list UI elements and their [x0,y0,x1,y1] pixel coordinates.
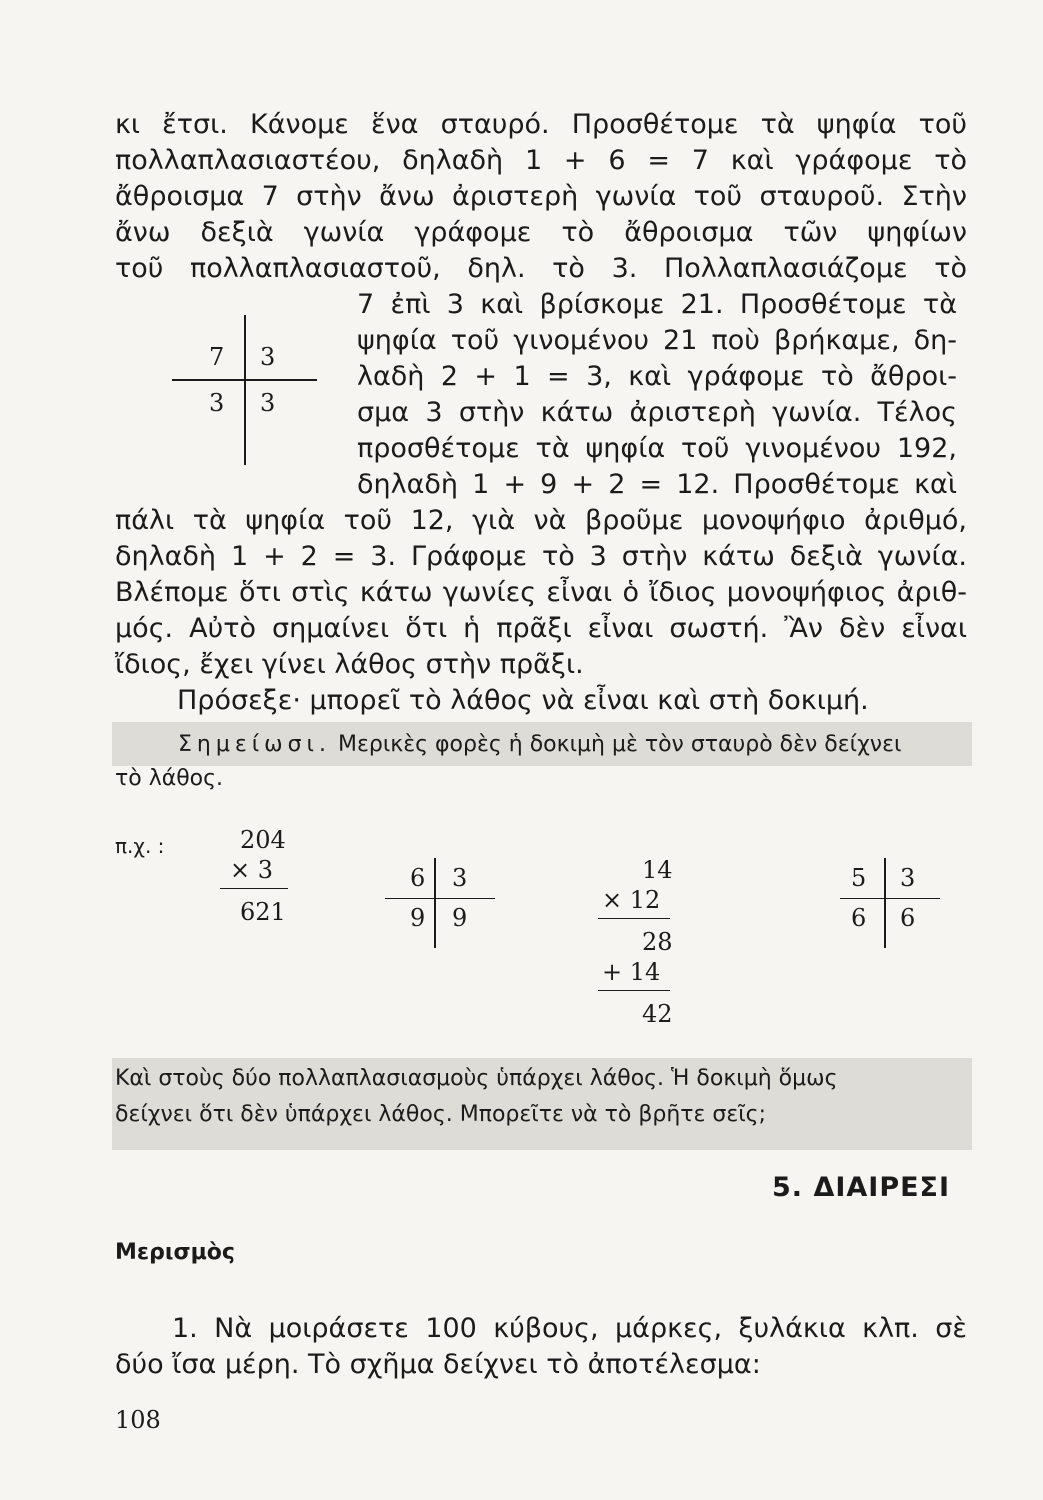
exercise-line: δύο ἴσα μέρη. Τὸ σχῆμα δείχνει τὸ ἀποτέλεσμα: [115,1349,761,1380]
cross2-horizontal-line [840,898,940,899]
exercise-line: 1. Νὰ μοιράσετε 100 κύβους, μάρκες, ξυλάκια κλπ. σὲ [172,1313,967,1344]
note-line [178,730,901,760]
calc-b-result: 42 [642,1000,673,1028]
calc-b-top: 14 [642,856,673,884]
subheading: Μερισμὸς [115,1240,235,1265]
cross2-top-left: 5 [851,864,867,892]
cross-horizontal-line [172,379,317,381]
cross1-top-right: 3 [452,864,468,892]
cross-bottom-right: 3 [260,389,276,417]
conclusion-line: Καὶ στοὺς δύο πολλαπλασιασμοὺς ὑπάρχει λάθος. Ἡ δοκιμὴ ὅμως [115,1066,838,1091]
calc-a-rule [220,888,288,889]
text-line: ἄθροισμα 7 στὴν ἄνω ἀριστερὴ γωνία τοῦ σταυροῦ. Στὴν [115,181,967,212]
text-line: ἄνω δεξιὰ γωνία γράφομε τὸ ἄθροισμα τῶν ψηφίων [115,217,967,248]
conclusion-line: δείχνει ὅτι δὲν ὑπάρχει λάθος. Μπορεῖτε νὰ τὸ βρῆτε σεῖς; [115,1102,766,1127]
text-line: προσθέτομε τὰ ψηφία τοῦ γινομένου 192, [357,433,957,464]
cross1-top-left: 6 [410,864,426,892]
cross-top-right: 3 [260,343,276,371]
text-line: πολλαπλασιαστέου, δηλαδὴ 1 + 6 = 7 καὶ γράφομε τὸ [115,145,967,176]
text-line: 7 ἐπὶ 3 καὶ βρίσκομε 21. Προσθέτομε τὰ [357,289,957,320]
calc-b-rule-1 [598,918,670,919]
section-title: 5. ΔΙΑΙΡΕΣΙ [772,1172,951,1203]
calc-b-rule-2 [598,990,670,991]
calc-b-multiplier: × 12 [602,886,661,914]
cross2-vertical-line [884,858,886,948]
note-text: Μερικὲς φορὲς ἡ δοκιμὴ μὲ τὸν σταυρὸ δὲν δείχνει [337,732,902,757]
example-prefix: π.χ. : [115,834,165,858]
calc-a-top: 204 [240,826,286,854]
text-line: λαδὴ 2 + 1 = 3, καὶ γράφομε τὸ ἄθροι- [357,361,957,392]
text-line: κι ἔτσι. Κάνομε ἕνα σταυρό. Προσθέτομε τὰ ψηφία τοῦ [115,109,967,140]
cross1-vertical-line [434,858,436,948]
cross-vertical-line [244,315,246,465]
text-line: τοῦ πολλαπλασιαστοῦ, δηλ. τὸ 3. Πολλαπλασιάζομε τὸ [115,253,967,284]
calc-a-result: 621 [240,898,286,926]
text-line: ἴδιος, ἔχει γίνει λάθος στὴν πρᾶξι. [115,649,584,680]
cross2-top-right: 3 [900,864,916,892]
note-line-2: τὸ λάθος. [115,766,224,791]
calc-b-partial-2: + 14 [602,958,661,986]
note-label: Σημείωσι. [178,732,331,757]
text-line: πάλι τὰ ψηφία τοῦ 12, γιὰ νὰ βροῦμε μονοψήφιο ἀριθμό, [115,505,967,536]
text-line: δηλαδὴ 1 + 2 = 3. Γράφομε τὸ 3 στὴν κάτω δεξιὰ γωνία. [115,541,967,572]
page-number: 108 [115,1406,161,1434]
calc-b-partial-1: 28 [642,928,673,956]
text-line: Πρόσεξε· μπορεῖ τὸ λάθος νὰ εἶναι καὶ στὴ δοκιμή. [177,685,869,716]
cross-top-left: 7 [209,343,225,371]
text-line: ψηφία τοῦ γινομένου 21 ποὺ βρήκαμε, δη- [357,325,957,356]
cross-bottom-left: 3 [209,389,225,417]
text-line: Βλέπομε ὅτι στὶς κάτω γωνίες εἶναι ὁ ἴδιος μονοψήφιος ἀριθ- [115,577,967,608]
cross1-bottom-right: 9 [452,904,468,932]
cross2-bottom-right: 6 [900,904,916,932]
cross1-bottom-left: 9 [410,904,426,932]
calc-a-multiplier: × 3 [230,856,274,884]
text-line: σμα 3 στὴν κάτω ἀριστερὴ γωνία. Τέλος [357,397,957,428]
cross1-horizontal-line [385,898,495,899]
text-line: δηλαδὴ 1 + 9 + 2 = 12. Προσθέτομε καὶ [357,469,957,500]
text-line: μός. Αὐτὸ σημαίνει ὅτι ἡ πρᾶξι εἶναι σωστή. Ἂν δὲν εἶναι [115,613,967,644]
cross2-bottom-left: 6 [851,904,867,932]
